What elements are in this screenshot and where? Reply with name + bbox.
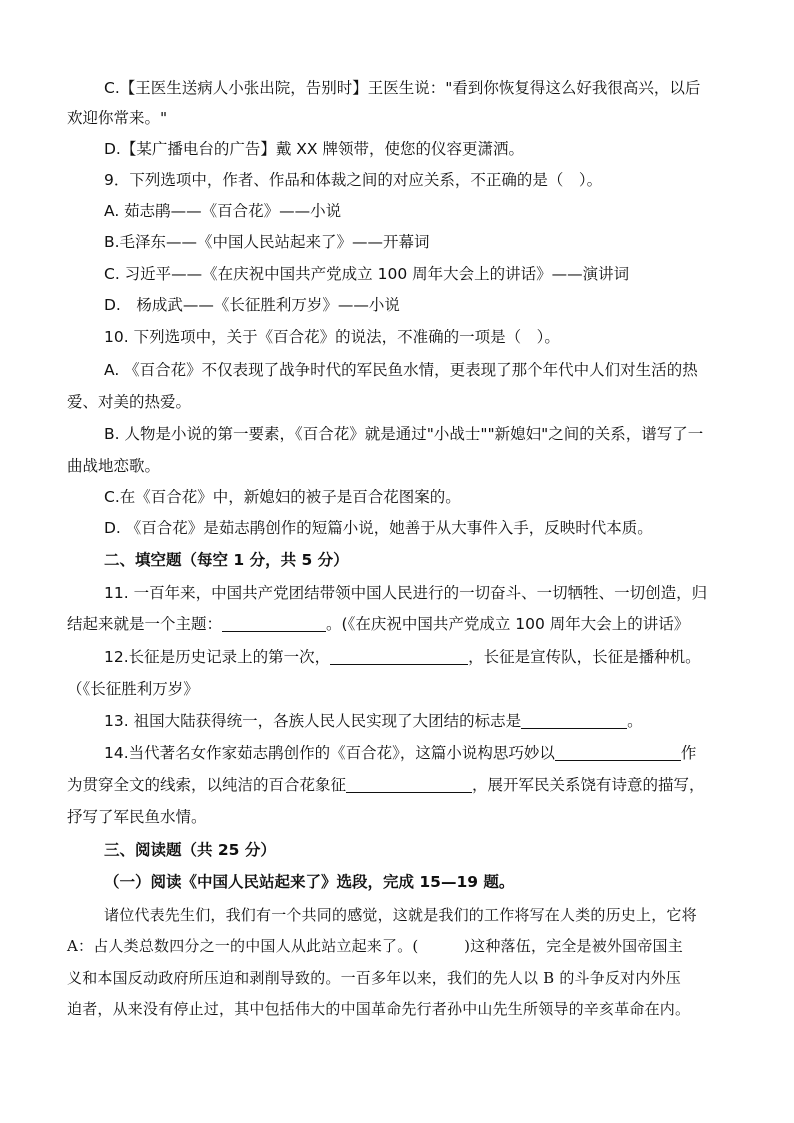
q8-option-c-line2: 欢迎你常来。"	[67, 109, 168, 127]
q9-stem: 9．下列选项中，作者、作品和体裁之间的对应关系，不正确的是（ ）。	[104, 171, 603, 189]
q10-option-a-line1: A. 《百合花》不仅表现了战争时代的军民鱼水情，更表现了那个年代中人们对生活的热	[104, 361, 698, 379]
q10-option-c: C.在《百合花》中，新媳妇的被子是百合花图案的。	[104, 488, 461, 506]
q11-answer-blank[interactable]	[222, 615, 326, 632]
section3-subsection1-title: （一）阅读《中国人民站起来了》选段，完成 15—19 题。	[104, 873, 515, 891]
q12-text-before-blank: 12.长征是历史记录上的第一次，	[104, 648, 331, 666]
q14-text-before-blank-1: 14.当代著名女作家茹志鹃创作的《百合花》，这篇小说构思巧妙以	[104, 744, 555, 762]
q10-option-d: D. 《百合花》是茹志鹃创作的短篇小说，她善于从大事件入手，反映时代本质。	[104, 519, 653, 537]
q12-text-after-blank: ，长征是宣传队，长征是播种机。	[468, 648, 701, 666]
q11-line2	[67, 614, 689, 634]
passage-line1: 诸位代表先生们，我们有一个共同的感觉，这就是我们的工作将写在人类的历史上，它将	[104, 906, 697, 924]
q10-stem: 10. 下列选项中，关于《百合花》的说法，不准确的一项是（ ）。	[104, 328, 560, 346]
q14-line2	[67, 775, 705, 795]
q9-option-a: A. 茹志鹃——《百合花》——小说	[104, 202, 342, 220]
q9-option-d: D. 杨成武——《长征胜利万岁》——小说	[104, 296, 400, 314]
q13-line	[104, 711, 643, 731]
passage-line2: A：占人类总数四分之一的中国人从此站立起来了。( )这种落伍，完全是被外国帝国主	[67, 937, 683, 955]
q14-line3: 抒写了军民鱼水情。	[67, 808, 207, 826]
q10-option-a-line2: 爱、对美的热爱。	[67, 393, 192, 411]
section3-title: 三、阅读题（共 25 分）	[104, 841, 276, 859]
q14-text-after-blank-2: ，展开军民关系饶有诗意的描写，	[472, 776, 705, 794]
q14-text-after-blank-1: 作	[680, 744, 697, 762]
q12-line1	[104, 647, 701, 667]
section2-title: 二、填空题（每空 1 分，共 5 分）	[104, 551, 349, 569]
q9-option-b: B.毛泽东——《中国人民站起来了》——开幕词	[104, 233, 430, 251]
q14-text-before-blank-2: 为贯穿全文的线索，以纯洁的百合花象征	[67, 776, 347, 794]
q13-answer-blank[interactable]	[521, 712, 627, 729]
q11-text-before-blank: 结起来就是一个主题：	[67, 615, 223, 633]
q14-answer-blank-2[interactable]	[346, 776, 472, 793]
passage-line4: 迫者，从来没有停止过，其中包括伟大的中国革命先行者孙中山先生所领导的辛亥革命在内。	[67, 1000, 691, 1018]
q14-line1	[104, 743, 696, 763]
q13-text-before-blank: 13. 祖国大陆获得统一，各族人民人民实现了大团结的标志是	[104, 712, 522, 730]
q11-line1: 11. 一百年来，中国共产党团结带领中国人民进行的一切奋斗、一切牺牲、一切创造，归	[104, 584, 708, 602]
q12-line2: （《长征胜利万岁》	[67, 680, 199, 698]
q13-text-after-blank: 。	[627, 712, 643, 730]
q14-answer-blank-1[interactable]	[555, 744, 681, 761]
q12-answer-blank[interactable]	[330, 648, 468, 665]
passage-line3: 义和本国反动政府所压迫和剥削导致的。一百多年以来，我们的先人以 B 的斗争反对内外压	[67, 969, 681, 987]
q11-text-after-blank: 。(《在庆祝中国共产党成立 100 周年大会上的讲话》	[326, 615, 690, 633]
q10-option-b-line2: 曲战地恋歌。	[67, 457, 161, 475]
q10-option-b-line1: B. 人物是小说的第一要素，《百合花》就是通过"小战士""新媳妇"之间的关系，谱写了一	[104, 425, 704, 443]
q8-option-c-line1: C.【王医生送病人小张出院，告别时】王医生说："看到你恢复得这么好我很高兴，以后	[104, 79, 701, 97]
q8-option-d: D.【某广播电台的广告】戴 XX 牌领带，使您的仪容更潇洒。	[104, 140, 524, 158]
q9-option-c: C. 习近平——《在庆祝中国共产党成立 100 周年大会上的讲话》——演讲词	[104, 265, 630, 283]
